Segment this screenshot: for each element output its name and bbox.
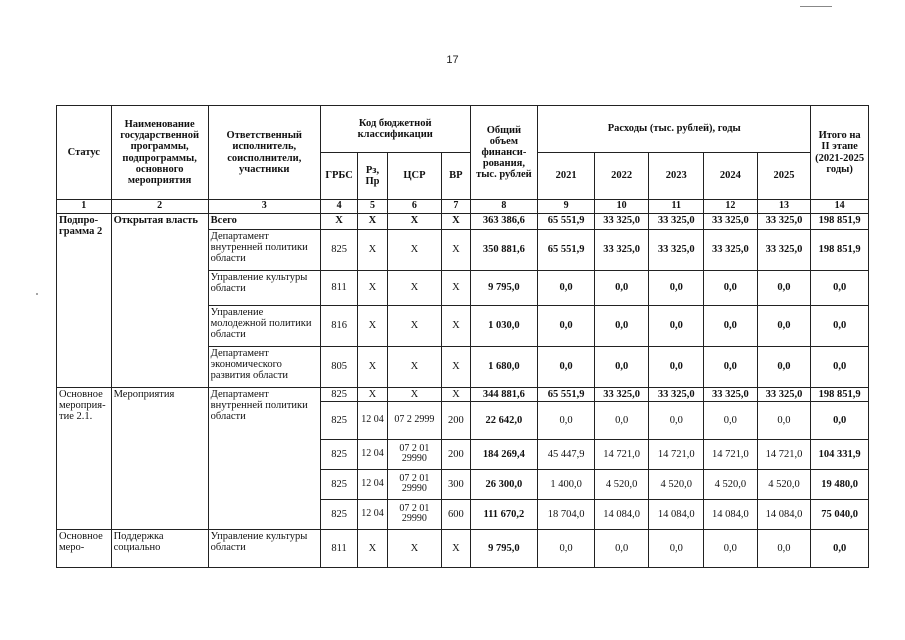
- table-row: [57, 213, 869, 229]
- cell-total: 9 795,0: [470, 270, 538, 305]
- column-number: 10: [594, 200, 649, 214]
- row-executor: Департамент внутренней политики области: [208, 387, 320, 529]
- cell-2022: 33 325,0: [594, 213, 649, 229]
- cell-rzpr: 12 04: [358, 499, 387, 529]
- cell-2023: 14 721,0: [649, 439, 704, 469]
- cell-total: 344 881,6: [470, 387, 538, 401]
- cell-2021: 0,0: [538, 270, 595, 305]
- cell-stage-total: 198 851,9: [811, 213, 869, 229]
- cell-2021: 0,0: [538, 346, 595, 387]
- cell-csr: 07 2 01 29990: [387, 469, 442, 499]
- cell-2023: 4 520,0: [649, 469, 704, 499]
- cell-grbs: 811: [320, 270, 357, 305]
- cell-2025: 14 084,0: [757, 499, 811, 529]
- cell-2023: 14 084,0: [649, 499, 704, 529]
- cell-rzpr: Х: [358, 213, 387, 229]
- cell-grbs: 805: [320, 346, 357, 387]
- header-code: Код бюджетной классификации: [320, 106, 470, 153]
- column-number: 2: [111, 200, 208, 214]
- cell-stage-total: 198 851,9: [811, 387, 869, 401]
- cell-stage-total: 104 331,9: [811, 439, 869, 469]
- cell-total: 1 680,0: [470, 346, 538, 387]
- cell-2025: 33 325,0: [757, 213, 811, 229]
- cell-rzpr: 12 04: [358, 469, 387, 499]
- cell-csr: Х: [387, 305, 442, 346]
- cell-rzpr: Х: [358, 305, 387, 346]
- budget-table: [56, 105, 869, 568]
- cell-total: 26 300,0: [470, 469, 538, 499]
- cell-stage-total: 0,0: [811, 401, 869, 439]
- cell-vr: Х: [442, 387, 470, 401]
- cell-2024: 33 325,0: [704, 229, 758, 270]
- cell-rzpr: 12 04: [358, 401, 387, 439]
- cell-grbs: 825: [320, 387, 357, 401]
- header-total: Общий объем финанси-рования, тыс. рублей: [470, 106, 538, 200]
- cell-rzpr: Х: [358, 346, 387, 387]
- header-year-2025: 2025: [757, 153, 811, 200]
- cell-total: 350 881,6: [470, 229, 538, 270]
- cell-csr: 07 2 01 29990: [387, 499, 442, 529]
- row-executor: Управление молодежной политики области: [208, 305, 320, 346]
- column-number: 3: [208, 200, 320, 214]
- header-vr: ВР: [442, 153, 470, 200]
- cell-2022: 14 084,0: [594, 499, 649, 529]
- cell-stage-total: 0,0: [811, 346, 869, 387]
- cell-2023: 33 325,0: [649, 387, 704, 401]
- cell-2024: 33 325,0: [704, 213, 758, 229]
- cell-2023: 0,0: [649, 305, 704, 346]
- cell-2021: 45 447,9: [538, 439, 595, 469]
- column-number: 13: [757, 200, 811, 214]
- cell-grbs: Х: [320, 213, 357, 229]
- cell-2022: 33 325,0: [594, 387, 649, 401]
- cell-total: 1 030,0: [470, 305, 538, 346]
- column-number: 14: [811, 200, 869, 214]
- cell-2024: 0,0: [704, 401, 758, 439]
- cell-grbs: 825: [320, 499, 357, 529]
- row-program-name: Мероприятия: [111, 387, 208, 529]
- cell-2022: 0,0: [594, 346, 649, 387]
- row-status: Подпро-грамма 2: [57, 213, 112, 387]
- cell-vr: Х: [442, 229, 470, 270]
- cell-rzpr: Х: [358, 229, 387, 270]
- cell-csr: 07 2 2999: [387, 401, 442, 439]
- cell-csr: 07 2 01 29990: [387, 439, 442, 469]
- cell-2024: 33 325,0: [704, 387, 758, 401]
- table-row: [57, 387, 869, 401]
- cell-2022: 4 520,0: [594, 469, 649, 499]
- cell-2025: 4 520,0: [757, 469, 811, 499]
- cell-stage-total: 0,0: [811, 270, 869, 305]
- cell-2023: 33 325,0: [649, 229, 704, 270]
- cell-2021: 0,0: [538, 401, 595, 439]
- cell-grbs: 825: [320, 401, 357, 439]
- cell-rzpr: Х: [358, 270, 387, 305]
- cell-2021: 1 400,0: [538, 469, 595, 499]
- cell-vr: 300: [442, 469, 470, 499]
- cell-2025: 0,0: [757, 346, 811, 387]
- cell-stage-total: 0,0: [811, 529, 869, 567]
- column-number: 5: [358, 200, 387, 214]
- cell-2022: 33 325,0: [594, 229, 649, 270]
- cell-csr: Х: [387, 387, 442, 401]
- cell-2024: 14 721,0: [704, 439, 758, 469]
- cell-vr: Х: [442, 213, 470, 229]
- cell-grbs: 811: [320, 529, 357, 567]
- column-number: 11: [649, 200, 704, 214]
- cell-2025: 0,0: [757, 305, 811, 346]
- table-row: [57, 529, 869, 567]
- header-csr: ЦСР: [387, 153, 442, 200]
- header-row-1: [57, 106, 869, 153]
- cell-2022: 0,0: [594, 529, 649, 567]
- column-number: 12: [704, 200, 758, 214]
- cell-2021: 0,0: [538, 529, 595, 567]
- header-year-2021: 2021: [538, 153, 595, 200]
- scan-dot: [36, 293, 38, 295]
- cell-csr: Х: [387, 229, 442, 270]
- row-executor: Департамент экономического развития области: [208, 346, 320, 387]
- header-expenses: Расходы (тыс. рублей), годы: [538, 106, 811, 153]
- cell-rzpr: Х: [358, 529, 387, 567]
- cell-grbs: 825: [320, 229, 357, 270]
- header-name: Наименование государственной программы, подпрограммы, основного мероприятия: [111, 106, 208, 200]
- header-stage-total: Итого на II этапе (2021-2025 годы): [811, 106, 869, 200]
- cell-2024: 0,0: [704, 305, 758, 346]
- column-number: 1: [57, 200, 112, 214]
- cell-2024: 0,0: [704, 529, 758, 567]
- cell-2022: 0,0: [594, 401, 649, 439]
- cell-vr: Х: [442, 270, 470, 305]
- cell-csr: Х: [387, 213, 442, 229]
- cell-2023: 0,0: [649, 529, 704, 567]
- cell-2023: 33 325,0: [649, 213, 704, 229]
- cell-2022: 0,0: [594, 270, 649, 305]
- cell-vr: Х: [442, 529, 470, 567]
- cell-total: 111 670,2: [470, 499, 538, 529]
- cell-2021: 0,0: [538, 305, 595, 346]
- row-program-name: Открытая власть: [111, 213, 208, 387]
- row-status: Основное мероприя-тие 2.1.: [57, 387, 112, 529]
- header-year-2023: 2023: [649, 153, 704, 200]
- cell-stage-total: 198 851,9: [811, 229, 869, 270]
- cell-grbs: 825: [320, 469, 357, 499]
- cell-vr: 200: [442, 439, 470, 469]
- cell-2021: 65 551,9: [538, 213, 595, 229]
- cell-grbs: 816: [320, 305, 357, 346]
- cell-2025: 33 325,0: [757, 387, 811, 401]
- cell-2024: 14 084,0: [704, 499, 758, 529]
- column-number: 8: [470, 200, 538, 214]
- cell-2021: 65 551,9: [538, 229, 595, 270]
- cell-2024: 0,0: [704, 270, 758, 305]
- cell-2025: 33 325,0: [757, 229, 811, 270]
- row-executor: Всего: [208, 213, 320, 229]
- column-number: 4: [320, 200, 357, 214]
- cell-2025: 0,0: [757, 401, 811, 439]
- cell-2022: 0,0: [594, 305, 649, 346]
- cell-vr: Х: [442, 305, 470, 346]
- row-program-name: Поддержка социально: [111, 529, 208, 567]
- cell-2023: 0,0: [649, 270, 704, 305]
- row-status: Основное меро-: [57, 529, 112, 567]
- cell-2025: 0,0: [757, 529, 811, 567]
- column-number: 7: [442, 200, 470, 214]
- header-rzpr: Рз, Пр: [358, 153, 387, 200]
- cell-2023: 0,0: [649, 346, 704, 387]
- page-number: 17: [446, 54, 459, 66]
- header-grbs: ГРБС: [320, 153, 357, 200]
- row-executor: Управление культуры области: [208, 270, 320, 305]
- header-year-2024: 2024: [704, 153, 758, 200]
- cell-2021: 18 704,0: [538, 499, 595, 529]
- column-number: 6: [387, 200, 442, 214]
- cell-vr: Х: [442, 346, 470, 387]
- cell-2024: 4 520,0: [704, 469, 758, 499]
- row-executor: Департамент внутренней политики области: [208, 229, 320, 270]
- cell-total: 22 642,0: [470, 401, 538, 439]
- cell-grbs: 825: [320, 439, 357, 469]
- cell-total: 9 795,0: [470, 529, 538, 567]
- cell-2021: 65 551,9: [538, 387, 595, 401]
- cell-rzpr: Х: [358, 387, 387, 401]
- cell-vr: 200: [442, 401, 470, 439]
- cell-2024: 0,0: [704, 346, 758, 387]
- cell-csr: Х: [387, 270, 442, 305]
- scan-mark-top: [800, 6, 832, 7]
- header-year-2022: 2022: [594, 153, 649, 200]
- cell-2025: 14 721,0: [757, 439, 811, 469]
- cell-stage-total: 19 480,0: [811, 469, 869, 499]
- cell-stage-total: 0,0: [811, 305, 869, 346]
- cell-total: 363 386,6: [470, 213, 538, 229]
- column-number: 9: [538, 200, 595, 214]
- cell-2022: 14 721,0: [594, 439, 649, 469]
- cell-stage-total: 75 040,0: [811, 499, 869, 529]
- cell-rzpr: 12 04: [358, 439, 387, 469]
- cell-csr: Х: [387, 346, 442, 387]
- header-status: Статус: [57, 106, 112, 200]
- cell-csr: Х: [387, 529, 442, 567]
- cell-vr: 600: [442, 499, 470, 529]
- cell-2025: 0,0: [757, 270, 811, 305]
- column-number-row: [57, 200, 869, 214]
- header-executor: Ответственный исполнитель, соисполнители, участники: [208, 106, 320, 200]
- row-executor: Управление культуры области: [208, 529, 320, 567]
- cell-2023: 0,0: [649, 401, 704, 439]
- cell-total: 184 269,4: [470, 439, 538, 469]
